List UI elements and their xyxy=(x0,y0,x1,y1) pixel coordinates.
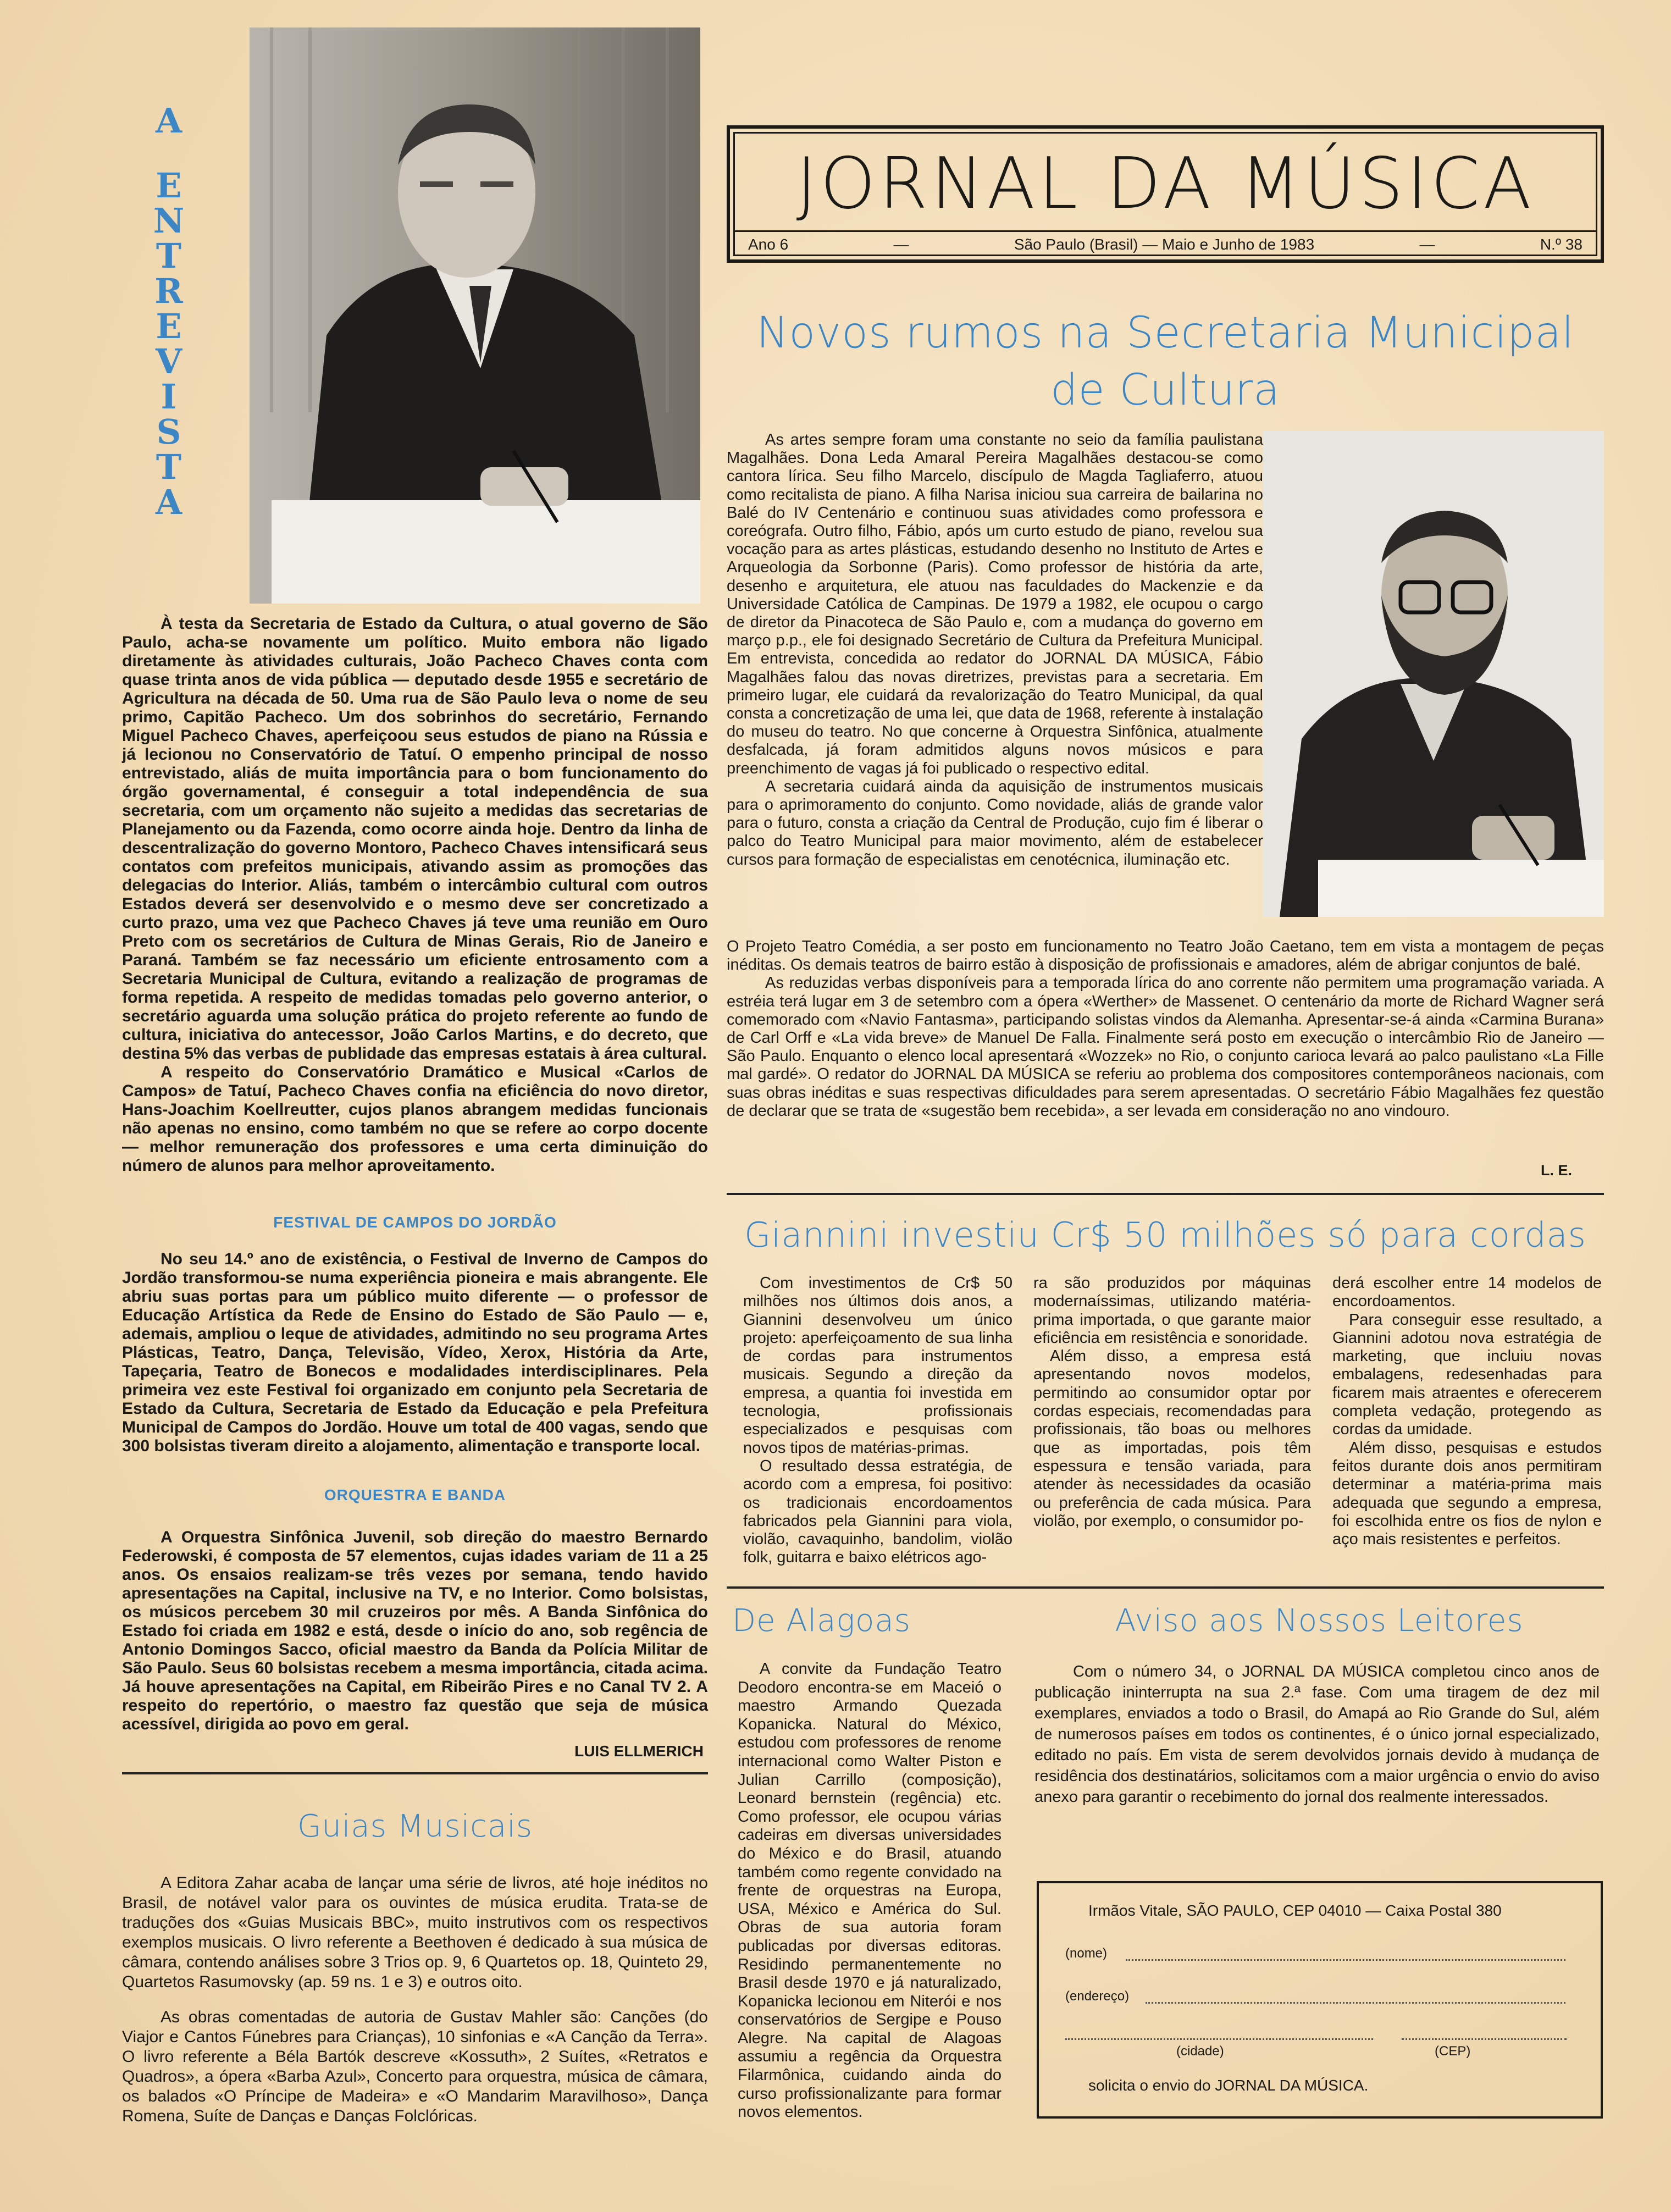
alagoas-paragraph: A convite da Fundação Teatro Deodoro encontra-se em Maceió o maestro Armando Quezada Kopanicka. Natural do México, estudou com professores de renome internacional como Walter Piston e Julian Carrillo (composição), Leonard bernstein (regência) etc. Como professor, ele ocupou várias cadeiras em diversas universidades do México e do Brasil, atuando também como regente convidado na frente de orquestras na Europa, USA, México e América do Sul. Obras de sua autoria foram publicadas por diversas editoras. Residindo permanentemente no Brasil desde 1970 e já naturalizado, Kopanicka lecionou em Niterói e nos conservatórios de Sergipe e Pouso Alegre. Na capital de Alagoas assumiu a regência da Orquestra Filarmônica, cuidando ainda do curso profissionalizante para formar novos elementos. xyxy=(738,1660,1002,2121)
masthead-inner-frame xyxy=(733,132,1597,256)
giannini-col-3 xyxy=(1332,1274,1602,1549)
novos-rumos-heading-line1: Novos rumos na Secretaria Municipal xyxy=(756,308,1574,358)
lower-sections-rule xyxy=(727,1586,1604,1589)
interview-paragraph: A respeito do Conservatório Dramático e Musical «Carlos de Campos» de Tatuí, Pacheco Chaves confia na eficiência do novo diretor, Hans-Joachim Koellreutter, cujos planos abrangem medidas funcionais não apenas no ensino, como também no que se refere ao corpo docente — melhor remuneração dos professores e uma certa diminuição do número de alunos para melhor aproveitamento. xyxy=(122,1063,708,1175)
alagoas-heading: De Alagoas xyxy=(732,1603,911,1639)
novos-rumos-paragraph: O Projeto Teatro Comédia, a ser posto em funcionamento no Teatro João Caetano, tem em vista a montagem de peças inéditas. Os demais teatros de bairro estão à disposição de profissionais e amadores, além de abrigar conjuntos de balé. xyxy=(727,938,1604,974)
guias-paragraph: As obras comentadas de autoria de Gustav Mahler são: Canções (do Viajor e Cantos Fúnebres para Crianças), 10 sinfonias e «A Canção da Terra». O livro referente a Béla Bartók descreve «Kossuth», 2 Suítes, «Retratos e Quadros», a ópera «Barba Azul», Concerto para orquestra, música de câmara, os balados «O Príncipe de Madeira» e «O Mandarim Maravilhoso», Dança Romena, Suíte de Danças e Danças Folclóricas. xyxy=(122,2008,708,2125)
vertical-title-letter: T xyxy=(156,447,182,487)
giannini-paragraph: Para conseguir esse resultado, a Giannini adotou nova estratégia de marketing, que incluiu novas embalagens, redesenhadas para ficarem mais atraentes e oferecerem completa vedação, protegendo as cordas da umidade. xyxy=(1332,1310,1602,1439)
aviso-body xyxy=(1034,1661,1600,1807)
form-cep-label: (CEP) xyxy=(1435,2044,1471,2059)
vertical-title-letter: E xyxy=(156,306,182,346)
masthead-box xyxy=(727,125,1604,263)
orquestra-body xyxy=(122,1528,708,1734)
masthead-dash: — xyxy=(893,236,909,253)
photo-pacheco-chaves-image xyxy=(250,27,700,604)
guias-heading: Guias Musicais xyxy=(297,1809,533,1844)
guias-paragraph: A Editora Zahar acaba de lançar uma série de livros, até hoje inéditos no Brasil, de notável valor para os ouvintes de música erudita. Trata-se de traduções dos «Guias Musicais BBC», muito instrutivos com os respectivos exemplos musicais. O livro referente a Beethoven é dedicado à sua música de câmara, contendo análises sobre 3 Trios op. 9, 6 Quartetos op. 18, Quinteto 29, Quartetos Rasumovsky (ap. 59 ns. 1 e 3) e outros oito. xyxy=(122,1874,708,1991)
vertical-title-letter: I xyxy=(161,377,177,417)
aviso-heading: Aviso aos Nossos Leitores xyxy=(1115,1603,1524,1639)
issue-number: N.º 38 xyxy=(1540,236,1583,253)
novos-rumos-paragraph: As reduzidas verbas disponíveis para a temporada lírica do ano corrente não permitem uma programação variada. A estréia terá lugar em 3 de setembro com a ópera «Werther» de Massenet. O centenário da morte de Richard Wagner será comemorado com «Navio Fantasma», participando solistas vindos da Alemanha. Apresentar-se-á ainda «Carmina Burana» de Carl Orff e «La vida breve» de Manuel De Falla. Finalmente será posto em execução o intercâmbio Rio de Janeiro — São Paulo. Enquanto o elenco local apresentará «Wozzek» no Rio, o conjunto carioca levará ao palco paulistano «La Fille mal gardé». O redator do JORNAL DA MÚSICA se referiu ao problema dos compositores contemporâneos nacionais, com suas obras inéditas e suas respectivas dificuldades para serem apresentadas. O secretário Fábio Magalhães fez questão de declarar que se trata de «sugestão bem recebida», a ser levada em consideração no ano vindouro. xyxy=(727,974,1604,1120)
novos-rumos-paragraph: A secretaria cuidará ainda da aquisição de instrumentos musicais para o aprimoramento do conjunto. Como novidade, aliás de grande valor para o futuro, consta a criação da Central de Produção, cujo fim é liberar o palco do Teatro Municipal para maior movimento, além de estabelecer cursos para formação de especialistas em cenotécnica, iluminação etc. xyxy=(727,777,1263,869)
form-address-line: Irmãos Vitale, SÃO PAULO, CEP 04010 — Caixa Postal 380 xyxy=(1088,1902,1502,1919)
vertical-title-letter: A xyxy=(155,482,182,522)
photo-fabio-magalhaes xyxy=(1263,431,1604,917)
photo-pacheco-chaves xyxy=(250,27,700,604)
masthead-dash: — xyxy=(1419,236,1435,253)
aviso-paragraph: Com o número 34, o JORNAL DA MÚSICA completou cinco anos de publicação ininterrupta na sua 2.ª fase. Com uma tiragem de dez mil exemplares, enviados a todo o Brasil, do Amapá ao Rio Grande do Sul, além de numerosos países em todos os continentes, é o único jornal especializado, editado no país. Em vista de serem devolvidos jornais devido à mudança de residência dos destinatários, solicitamos com a maior urgência o envio do aviso anexo para garantir o recebimento do jornal dos realmente interessados. xyxy=(1034,1663,1600,1806)
novos-rumos-body-wide xyxy=(727,938,1604,1120)
vertical-title-letter: R xyxy=(154,271,183,311)
vertical-title-letter: S xyxy=(156,412,181,452)
giannini-paragraph: derá escolher entre 14 modelos de encordoamentos. xyxy=(1332,1274,1602,1310)
orquestra-paragraph: A Orquestra Sinfônica Juvenil, sob direção do maestro Bernardo Federowski, é composta de 57 elementos, cujas idades variam de 11 a 25 anos. Os ensaios realizam-se três vezes por semana, tendo havido apresentações na Capital, inclusive na TV, e no Interior. Como bolsistas, os músicos percebem 30 mil cruzeiros por mês. A Banda Sinfônica do Estado foi criada em 1982 e está, desde o início do ano, sob regência de Antonio Domingos Sacco, oficial maestro da Banda da Polícia Militar de São Paulo. Seus 60 bolsistas recebem a mesma importância, citada acima. Já houve apresentações na Capital, em Ribeirão Pires e no Canal TV 2. A respeito do repertório, o maestro faz questão que seja de música acessível, dirigida ao povo em geral. xyxy=(122,1528,708,1733)
novos-rumos-byline: L. E. xyxy=(1540,1162,1572,1179)
guias-body xyxy=(122,1873,708,2126)
form-name-label: (nome) xyxy=(1065,1946,1108,1961)
masthead-info-row xyxy=(748,236,1583,253)
giannini-paragraph: Além disso, a empresa está apresentando novos modelos, permitindo ao consumidor optar por cordas especiais, recomendadas para profissionais, tão boas ou melhores que as importadas, pois têm espessura e tensão variada, para atender às necessidades da ocasião ou preferência de cada música. Para violão, por exemplo, o consumidor po- xyxy=(1033,1347,1311,1530)
novos-rumos-heading-line2: de Cultura xyxy=(1050,366,1280,415)
issue-year: Ano 6 xyxy=(748,236,789,253)
place-date: São Paulo (Brasil) — Maio e Junho de 1983 xyxy=(1014,236,1315,253)
form-address-label: (endereço) xyxy=(1065,1989,1130,2004)
festival-heading: FESTIVAL DE CAMPOS DO JORDÃO xyxy=(273,1214,557,1231)
vertical-title-letter: N xyxy=(153,201,185,241)
masthead-rule xyxy=(735,230,1596,232)
novos-rumos-heading xyxy=(727,305,1604,419)
festival-paragraph: No seu 14.º ano de existência, o Festival de Inverno de Campos do Jordão transformou-se numa experiência pioneira e mais abrangente. Ele abriu suas portas para um público muito diferente — o professor de Educação Artística da Rede de Ensino do Estado de São Paulo — e, ademais, ampliou o leque de atividades, admitindo no seu programa Artes Plásticas, Teatro, Dança, Televisão, Vídeo, Xerox, História da Arte, Tapeçaria, Teatro de Bonecos e modalidades interdisciplinares. Pela primeira vez este Festival foi organizado em conjunto pela Secretaria de Estado da Cultura, Secretaria de Estado da Educação e pela Prefeitura Municipal de Campos do Jordão. Houve um total de 400 vagas, sendo que 300 bolsistas tiveram direito a alojamento, alimentação e transporte local. xyxy=(122,1250,708,1455)
form-city-label: (cidade) xyxy=(1176,2044,1224,2059)
vertical-title-letter: E xyxy=(156,165,182,206)
giannini-paragraph: ra são produzidos por máquinas modernaíssimas, utilizando matéria-prima importada, o que garante maior eficiência em resistência e sonoridade. xyxy=(1033,1274,1311,1347)
form-footer: solicita o envio do JORNAL DA MÚSICA. xyxy=(1088,2077,1369,2094)
giannini-col-2 xyxy=(1033,1274,1311,1530)
giannini-paragraph: Além disso, pesquisas e estudos feitos durante dois anos permitiram determinar a matéria-prima mais adequada que segundo a empresa, foi escolhida entre os fios de nylon e aço mais resistentes e perfeitos. xyxy=(1332,1439,1602,1549)
festival-body xyxy=(122,1250,708,1456)
form-city-field[interactable] xyxy=(1065,2038,1373,2040)
interview-paragraph: À testa da Secretaria de Estado da Cultura, o atual governo de São Paulo, acha-se novamente um político. Muito embora não ligado diretamente às atividades culturais, João Pacheco Chaves conta com quase trinta anos de vida pública — deputado desde 1955 e secretário de Agricultura na década de 50. Uma rua de São Paulo leva o nome de seu primo, Capitão Pacheco. Um dos sobrinhos do secretário, Fernando Miguel Pacheco Chaves, aperfeiçoou seus estudos de piano na Rússia e já lecionou no Conservatório de Tatuí. O empenho principal de nosso entrevistado, aliás de muita importância para o bom funcionamento do órgão governamental, é conseguir a total independência de sua secretaria, com um orçamento não sujeito a medidas das secretarias de Planejamento ou da Fazenda, como ocorre ainda hoje. Dentro da linha de descentralização do governo Montoro, Pacheco Chaves intensificará seus contatos com prefeitos municipais, ativando assim as promoções das delegacias do Interior. Aliás, também o intercâmbio cultural com outros Estados deverá ser desenvolvido e o mesmo deve ser concretizado a curto prazo, uma vez que Pacheco Chaves já teve uma reunião em Ouro Preto com os secretários de Cultura de Minas Gerais, Rio de Janeiro e Paraná. Também se faz necessário um eficiente entrosamento com a Secretaria Municipal de Cultura, evitando a realização de programas de forma repetida. A respeito de medidas tomadas pelo governo anterior, o secretário aguarda uma solução prática do projeto referente ao fundo de cultura, iniciativa do antecessor, João Carlos Martins, e do decreto, que destina 5% das verbas de publidade das empresas estatais à área cultural. xyxy=(122,615,708,1063)
orquestra-heading: ORQUESTRA E BANDA xyxy=(324,1486,506,1503)
photo-fabio-magalhaes-image xyxy=(1263,431,1604,917)
vertical-title-letter: A xyxy=(155,101,182,141)
form-address-field[interactable] xyxy=(1146,2002,1565,2004)
orquestra-byline: LUIS ELLMERICH xyxy=(574,1743,704,1760)
giannini-col-1 xyxy=(743,1274,1012,1567)
interview-body xyxy=(122,615,708,1175)
form-name-field[interactable] xyxy=(1126,1959,1565,1961)
masthead-title: JORNAL DA MÚSICA xyxy=(796,143,1535,225)
form-cep-field[interactable] xyxy=(1402,2038,1567,2040)
guias-top-rule xyxy=(122,1772,708,1774)
giannini-paragraph: O resultado dessa estratégia, de acordo com a empresa, foi positivo: os tradicionais encordoamentos fabricados pela Giannini para viola, violão, cavaquinho, bandolim, violão folk, guitarra e baixo elétricos ago- xyxy=(743,1457,1012,1567)
reply-form xyxy=(1037,1881,1603,2119)
giannini-top-rule xyxy=(727,1193,1604,1195)
novos-rumos-paragraph: As artes sempre foram uma constante no seio da família paulistana Magalhães. Dona Leda Amaral Pereira Magalhães destacou-se como cantora lírica. Seu filho Marcelo, discípulo de Magda Tagliaferro, atuou como recitalista de piano. A filha Narisa iniciou sua carreira de bailarina no Balé do IV Centenário e continuou suas atividades como professora e coreógrafa. Outro filho, Fábio, após um curto estudo de piano, revelou sua vocação para as artes plásticas, estudando desenho no Instituto de Artes e Arqueologia da Sorbonne (Paris). Como professor de história da arte, desenho e arquitetura, ele atuou nas faculdades do Mackenzie e da Universidade Católica de Campinas. De 1979 a 1982, ele ocupou o cargo de diretor da Pinacoteca de São Paulo e, com a mudança do governo em março p.p., ele foi designado Secretário de Cultura da Prefeitura Municipal. Em entrevista, concedida ao redator do JORNAL DA MÚSICA, Fábio Magalhães falou das novas diretrizes, previstas para a secretaria. Em primeiro lugar, ele cuidará da revalorização do Teatro Municipal, da qual consta a concretização de uma lei, que data de 1968, referente à instalação do museu do teatro. No que concerne à Orquestra Sinfônica, atualmente desfalcada, já foram admitidos alguns novos músicos e para preenchimento de vagas já foi publicado o respectivo edital. xyxy=(727,431,1263,777)
interview-vertical-title xyxy=(144,103,193,520)
giannini-heading: Giannini investiu Cr$ 50 milhões só para cordas xyxy=(744,1215,1586,1255)
alagoas-body xyxy=(738,1660,1002,2122)
vertical-title-letter: T xyxy=(156,236,182,276)
vertical-title-letter: V xyxy=(155,341,182,381)
giannini-paragraph: Com investimentos de Cr$ 50 milhões nos últimos dois anos, a Giannini desenvolveu um único projeto: aperfeiçoamento de sua linha de cordas para instrumentos musicais. Segundo a direção da empresa, a quantia foi investida em tecnologia, profissionais especializados e pesquisas com novos tipos de matérias-primas. xyxy=(743,1274,1012,1457)
novos-rumos-body-narrow xyxy=(727,431,1263,869)
